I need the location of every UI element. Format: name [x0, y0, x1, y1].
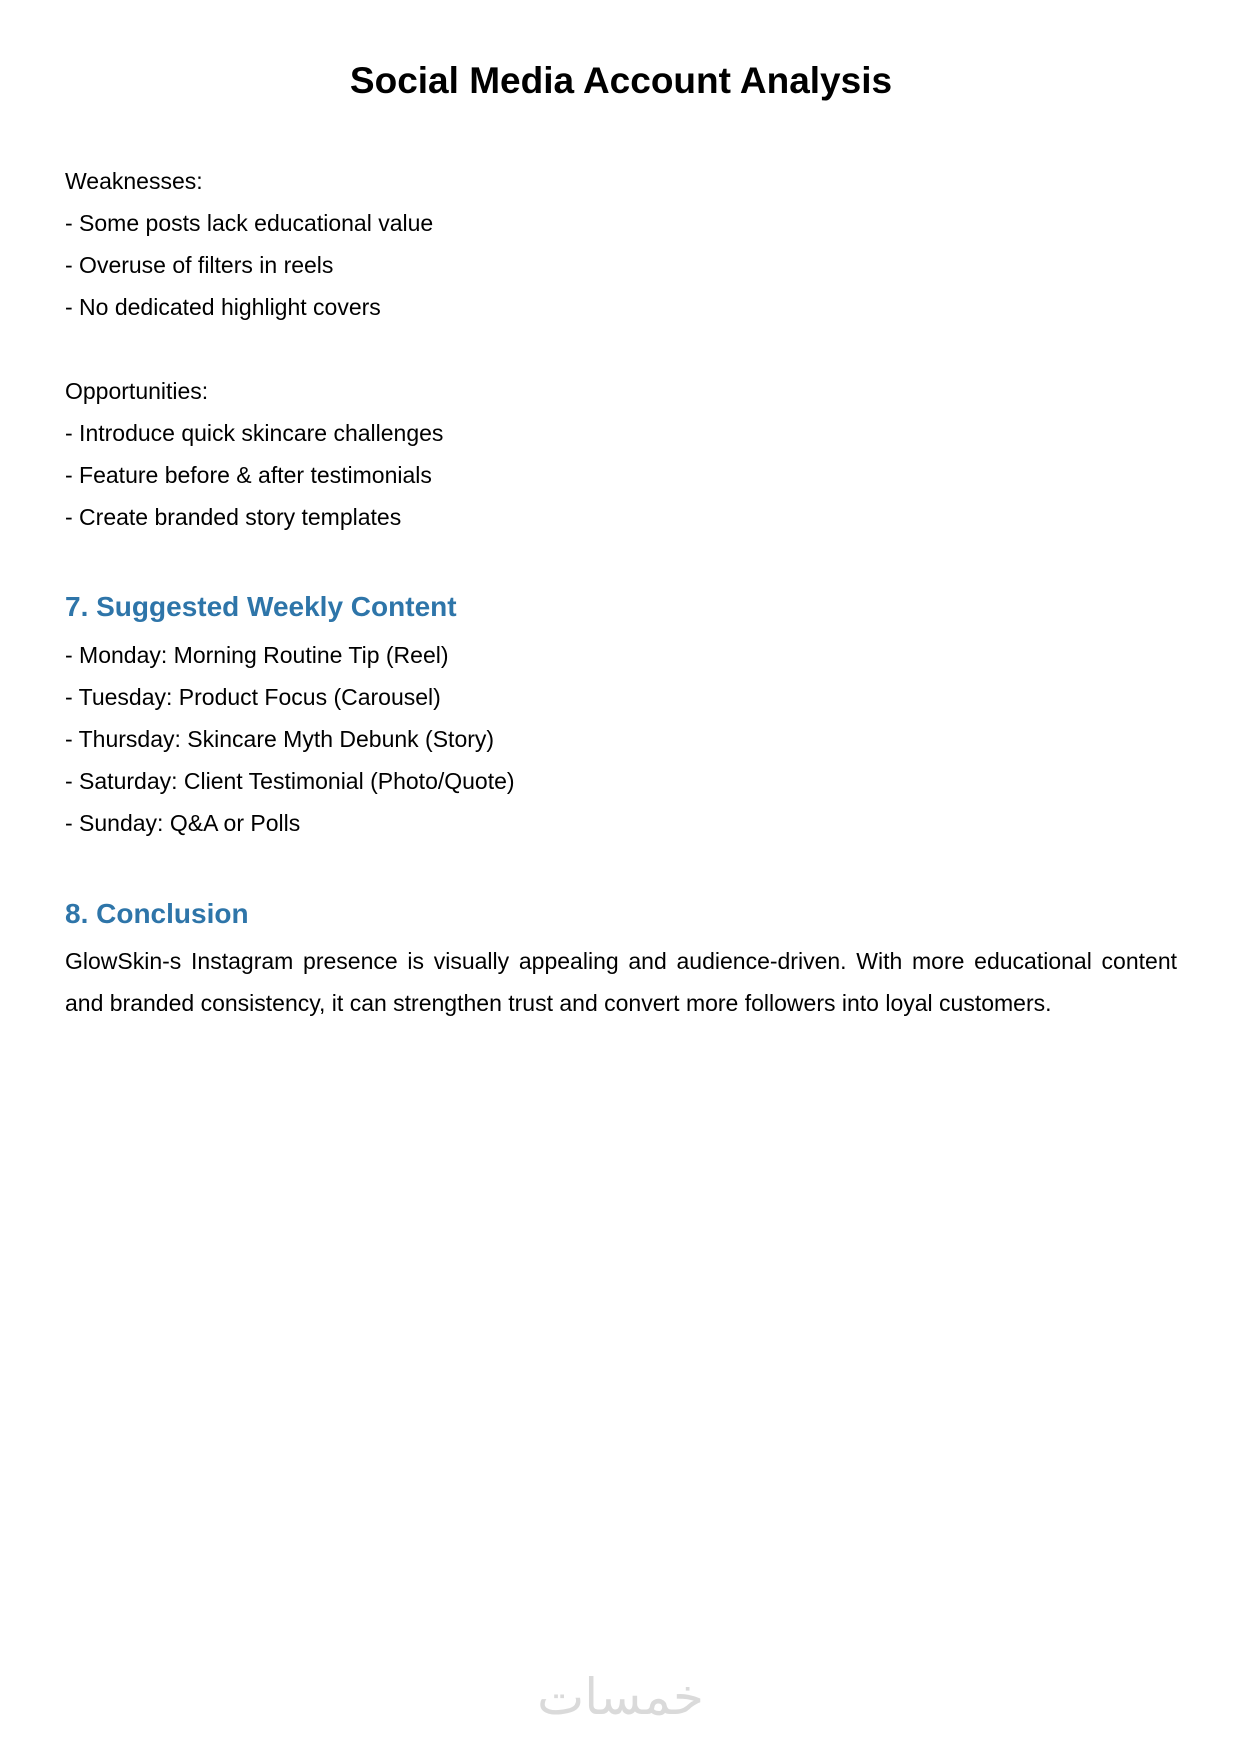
list-item: - Feature before & after testimonials: [65, 462, 432, 488]
list-item: - Thursday: Skincare Myth Debunk (Story): [65, 726, 495, 752]
weekly-content-heading: 7. Suggested Weekly Content: [65, 591, 457, 622]
list-item: - No dedicated highlight covers: [65, 294, 381, 320]
conclusion-heading: 8. Conclusion: [65, 898, 249, 929]
document-title: Social Media Account Analysis: [349, 60, 893, 101]
list-item: - Sunday: Q&A or Polls: [65, 810, 301, 836]
list-item: - Saturday: Client Testimonial (Photo/Quote): [65, 768, 515, 794]
opportunities-section: [65, 370, 1177, 538]
weaknesses-label: Weaknesses:: [65, 168, 203, 194]
weaknesses-section: [65, 160, 1177, 328]
list-item: - Some posts lack educational value: [65, 210, 434, 236]
list-item: - Introduce quick skincare challenges: [65, 420, 444, 446]
conclusion-paragraph: GlowSkin-s Instagram presence is visually appealing and audience-driven. With more educational content and branded consistency, it can strengthen trust and convert more followers into loyal customers.: [65, 948, 1177, 1016]
khamsat-watermark: خمسات: [537, 1668, 704, 1726]
list-item: - Monday: Morning Routine Tip (Reel): [65, 642, 449, 668]
weekly-content-list: [65, 634, 1177, 844]
list-item: - Create branded story templates: [65, 504, 402, 530]
list-item: - Tuesday: Product Focus (Carousel): [65, 684, 441, 710]
opportunities-label: Opportunities:: [65, 378, 209, 404]
list-item: - Overuse of filters in reels: [65, 252, 334, 278]
